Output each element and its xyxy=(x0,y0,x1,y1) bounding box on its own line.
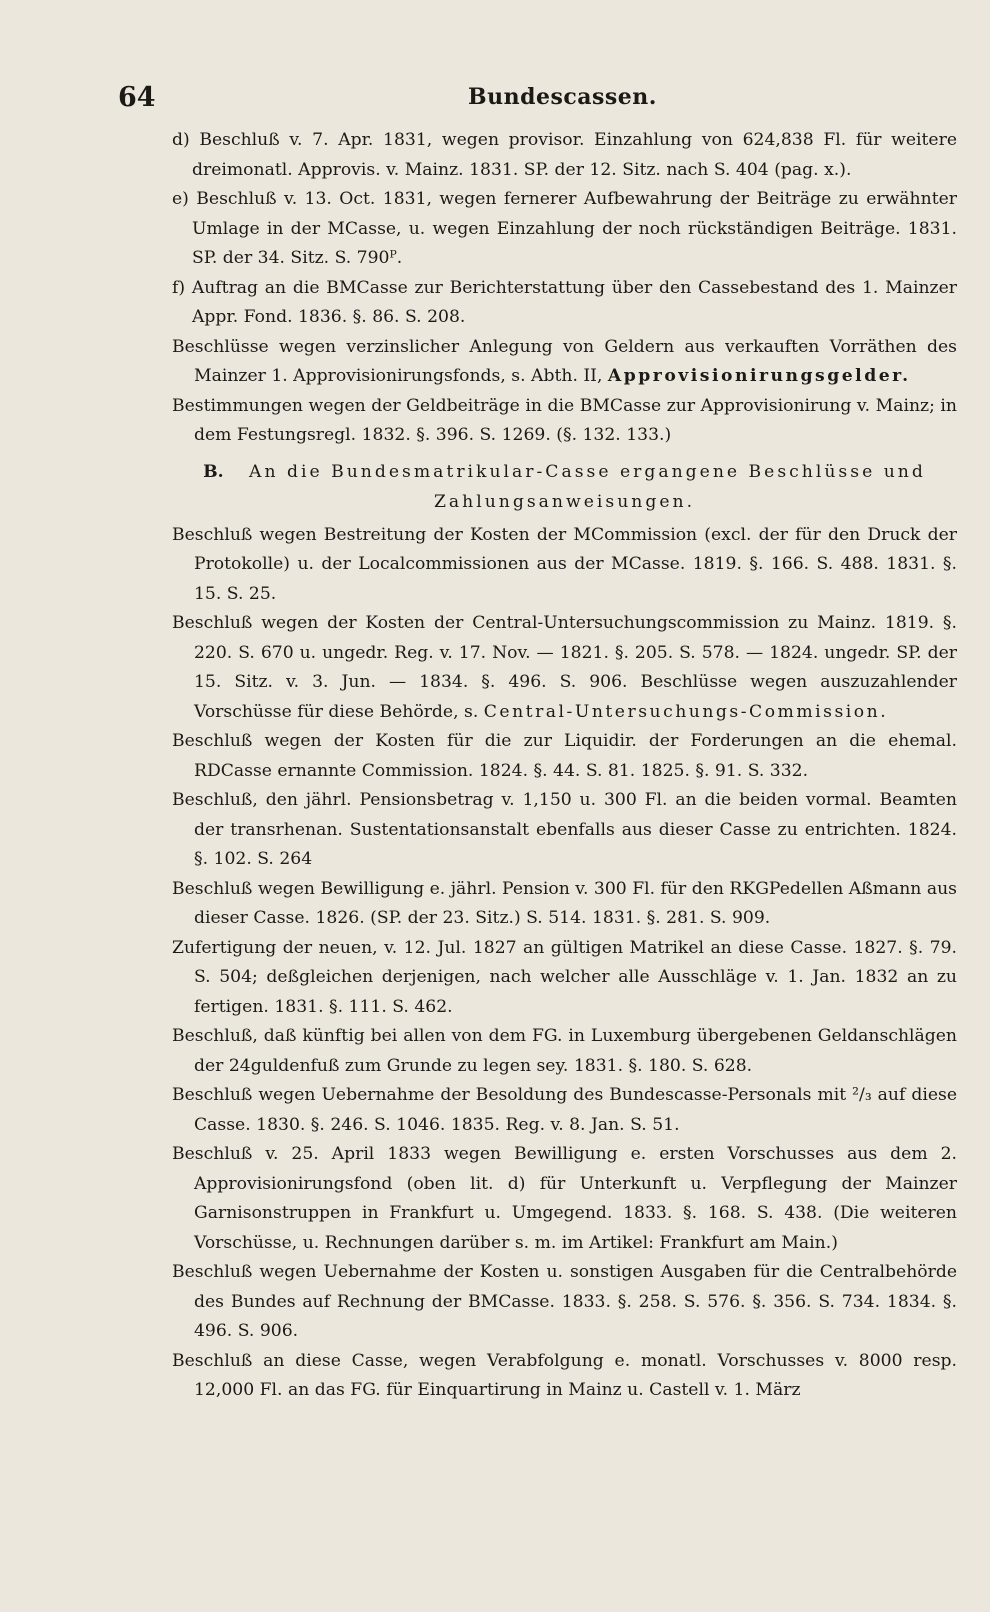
entry-b1: Beschluß wegen Bestreitung der Kosten der MCommission (excl. der für den Druck der Protokolle) u. der Localcommissionen aus der MCasse. 1819. §. 166. S. 488. 1831. §. 15. S. 25. xyxy=(172,524,957,604)
entry-text: Beschluß wegen der Kosten der Central-Untersuchungscommission zu Mainz. 1819. §. 220. S. 670 u. ungedr. Reg. v. 17. Nov. — 1821. §. 205. S. 578. — 1824. ungedr. SP. der 15. Sitz. v. 3. Jun. — 1834. §. 496. S. 906. Beschlüsse wegen auszuzahlender Vorschüsse für diese Behörde, s. xyxy=(172,613,957,722)
section-heading-line2: Zahlungsanweisungen. xyxy=(433,491,696,512)
entry-e: e) Beschluß v. 13. Oct. 1831, wegen fernerer Aufbewahrung der Beiträge zu erwähnter Umlage in der MCasse, u. wegen Einzahlung der noch rückständigen Beiträge. 1831. SP. der 34. Sitz. S. 790ᴾ. xyxy=(172,189,957,268)
entry-b3: Beschluß wegen der Kosten für die zur Liquidir. der Forderungen an die ehemal. RDCasse ernannte Commission. 1824. §. 44. S. 81. 1825. §. 91. S. 332. xyxy=(172,731,957,781)
page-number: 64 xyxy=(118,82,156,113)
entry-b8: Beschluß wegen Uebernahme der Besoldung des Bundescasse-Personals mit ²/₃ auf diese Casse. 1830. §. 246. S. 1046. 1835. Reg. v. 8. Jan. S. 51. xyxy=(172,1085,957,1135)
entry-b7: Beschluß, daß künftig bei allen von dem FG. in Luxemburg übergebenen Geldanschlägen der 24guldenfuß zum Grunde zu legen sey. 1831. §. 180. S. 628. xyxy=(172,1026,957,1076)
entry-b5: Beschluß wegen Bewilligung e. jährl. Pension v. 300 Fl. für den RKGPedellen Aßmann aus dieser Casse. 1826. (SP. der 23. Sitz.) S. 514. 1831. §. 281. S. 909. xyxy=(172,878,957,928)
section-heading-line1: An die Bundesmatrikular-Casse ergangene Beschlüsse und xyxy=(249,461,926,482)
entry-b9: Beschluß v. 25. April 1833 wegen Bewilligung e. ersten Vorschusses aus dem 2. Approvisionirungsfond (oben lit. d) für Unterkunft u. Verpflegung der Mainzer Garnisonstruppen in Frankfurt u. Umgegend. 1833. §. 168. S. 438. (Die weiteren Vorschüsse, u. Rechnungen darüber s. m. im Artikel: Frankfurt am Main.) xyxy=(172,1144,957,1253)
entry-f: f) Auftrag an die BMCasse zur Berichterstattung über den Cassebestand des 1. Mainzer Appr. Fond. 1836. §. 86. S. 208. xyxy=(172,277,957,327)
entry-b11: Beschluß an diese Casse, wegen Verabfolgung e. monatl. Vorschusses v. 8000 resp. 12,000 Fl. an das FG. für Einquartirung in Mainz u. Castell v. 1. März xyxy=(172,1350,957,1400)
running-head: Bundescassen. xyxy=(468,84,657,110)
section-letter: B. xyxy=(203,461,224,482)
cross-reference: Central-Untersuchungs-Commission. xyxy=(483,701,889,722)
section-heading xyxy=(172,457,957,517)
entry-b2 xyxy=(172,609,957,727)
entry-text: Beschlüsse wegen verzinslicher Anlegung von Geldern aus verkauften Vorräthen des Mainzer 1. Approvisionirungsfonds, s. Abth. II, xyxy=(172,336,957,386)
cross-reference: Approvisionirungsgelder. xyxy=(607,366,911,386)
entry-d: d) Beschluß v. 7. Apr. 1831, wegen provisor. Einzahlung von 624,838 Fl. für weitere dreimonatl. Approvis. v. Mainz. 1831. SP. der 12. Sitz. nach S. 404 (pag. x.). xyxy=(172,130,957,180)
entry-b4: Beschluß, den jährl. Pensionsbetrag v. 1,150 u. 300 Fl. an die beiden vormal. Beamten der transrhenan. Sustentationsanstalt ebenfalls aus dieser Casse zu entrichten. 1824. §. 102. S. 264 xyxy=(172,790,957,869)
page-body xyxy=(172,126,957,1406)
entry-b10: Beschluß wegen Uebernahme der Kosten u. sonstigen Ausgaben für die Centralbehörde des Bundes auf Rechnung der BMCasse. 1833. §. 258. S. 576. §. 356. S. 734. 1834. §. 496. S. 906. xyxy=(172,1262,957,1341)
entry-festungsregl: Bestimmungen wegen der Geldbeiträge in die BMCasse zur Approvisionirung v. Mainz; in dem Festungsregl. 1832. §. 396. S. 1269. (§. 132. 133.) xyxy=(172,395,957,445)
page-header xyxy=(118,82,958,122)
entry-b6: Zufertigung der neuen, v. 12. Jul. 1827 an gültigen Matrikel an diese Casse. 1827. §. 79. S. 504; deßgleichen derjenigen, nach welcher alle Ausschläge v. 1. Jan. 1832 an zu fertigen. 1831. §. 111. S. 462. xyxy=(172,937,957,1017)
entry-approvisionirung-gelder xyxy=(172,333,957,392)
